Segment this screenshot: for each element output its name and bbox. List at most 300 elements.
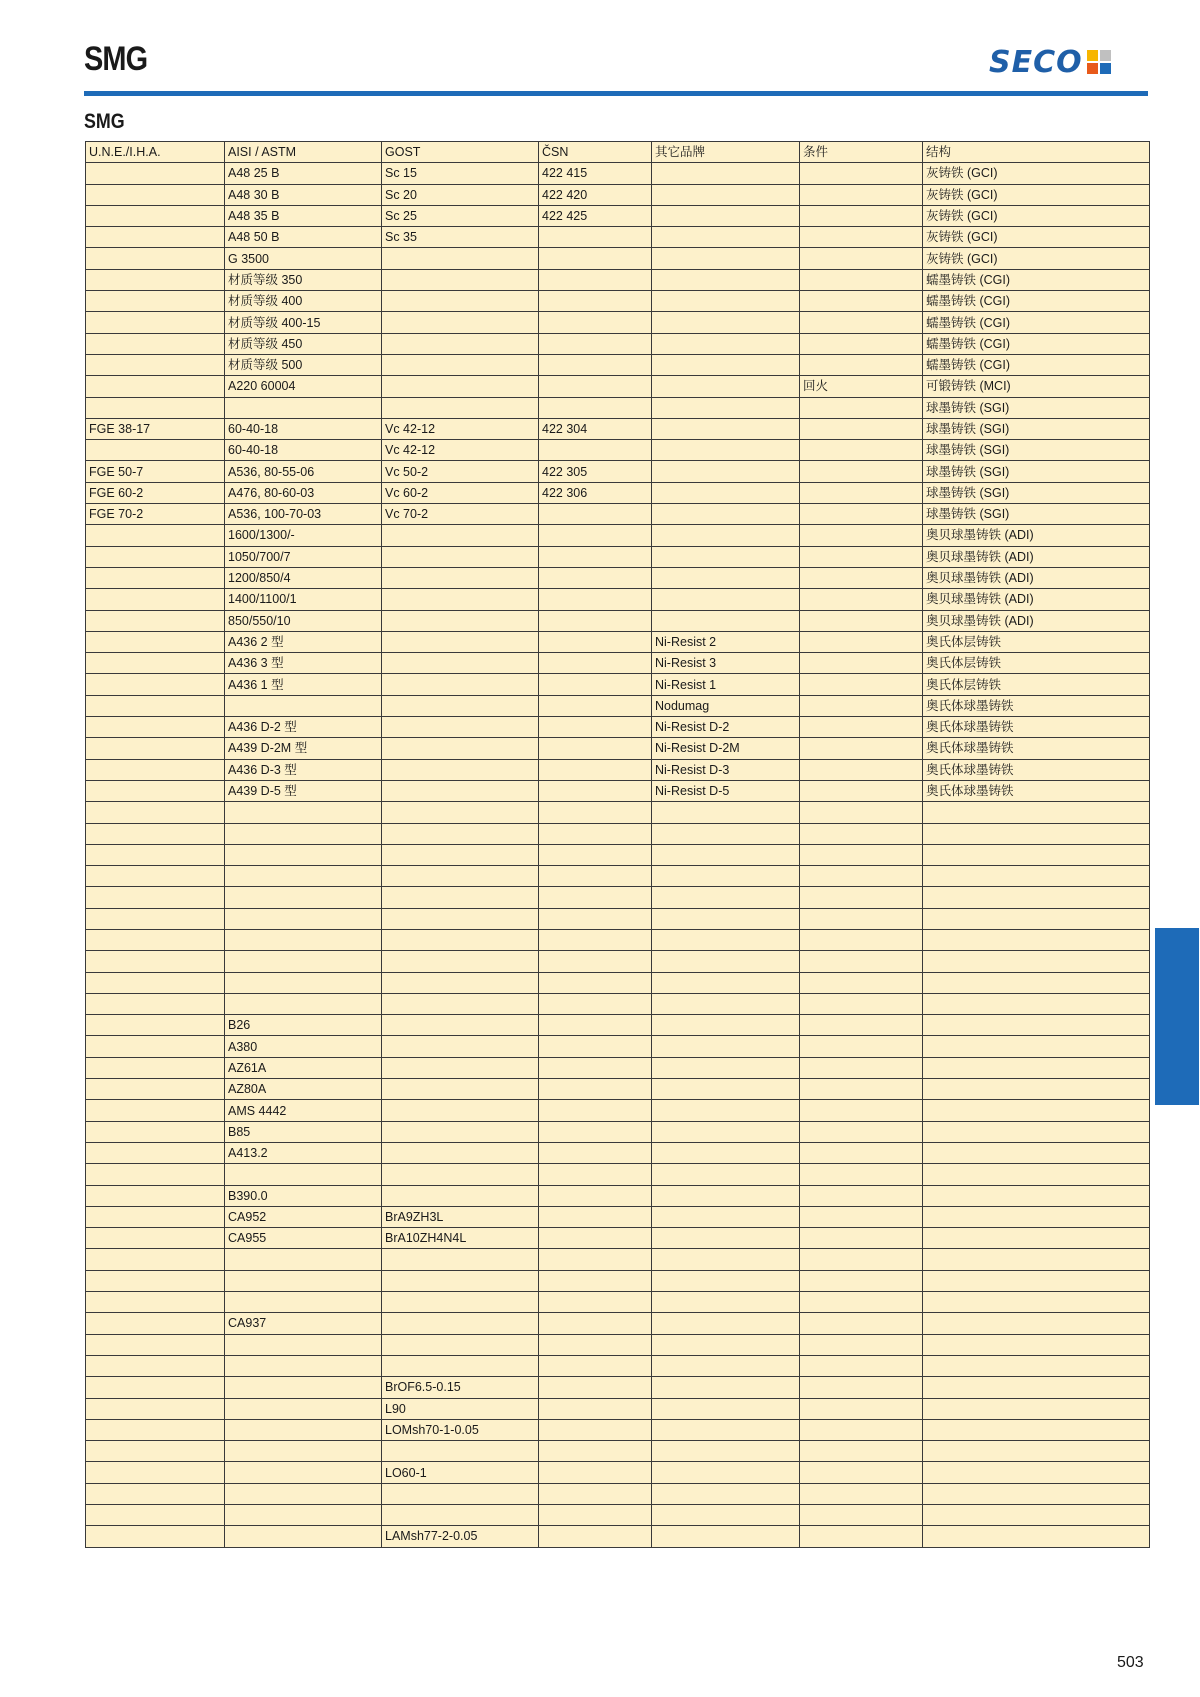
cell-other-brand: Ni-Resist D-3 [652, 759, 800, 780]
cell-condition [800, 759, 923, 780]
cell-une-iha [86, 738, 225, 759]
table-row [86, 1334, 1150, 1355]
cell-une-iha [86, 802, 225, 823]
cell-gost [382, 589, 539, 610]
cell-condition [800, 205, 923, 226]
cell-csn [539, 1398, 652, 1419]
cell-une-iha [86, 631, 225, 652]
cell-aisi-astm: A436 D-3 型 [225, 759, 382, 780]
cell-structure: 奥氏体球墨铸铁 [923, 738, 1150, 759]
cell-other-brand [652, 951, 800, 972]
cell-gost [382, 1142, 539, 1163]
cell-condition [800, 525, 923, 546]
cell-aisi-astm [225, 844, 382, 865]
cell-other-brand: Ni-Resist D-2 [652, 717, 800, 738]
cell-other-brand [652, 1015, 800, 1036]
table-row [86, 376, 1150, 397]
cell-aisi-astm: 材质等级 350 [225, 269, 382, 290]
cell-structure: 可锻铸铁 (MCI) [923, 376, 1150, 397]
cell-csn [539, 312, 652, 333]
cell-csn [539, 1355, 652, 1376]
cell-condition: 回火 [800, 376, 923, 397]
cell-structure [923, 1121, 1150, 1142]
cell-structure: 蠕墨铸铁 (CGI) [923, 312, 1150, 333]
cell-aisi-astm: A439 D-2M 型 [225, 738, 382, 759]
cell-csn: ČSN [539, 142, 652, 163]
table-row [86, 780, 1150, 801]
cell-condition [800, 1355, 923, 1376]
cell-une-iha [86, 759, 225, 780]
cell-aisi-astm: A220 60004 [225, 376, 382, 397]
table-row [86, 269, 1150, 290]
cell-aisi-astm: 60-40-18 [225, 418, 382, 439]
cell-csn [539, 291, 652, 312]
cell-condition [800, 227, 923, 248]
cell-gost [382, 1121, 539, 1142]
cell-structure [923, 1377, 1150, 1398]
cell-other-brand [652, 1036, 800, 1057]
cell-structure [923, 802, 1150, 823]
table-row [86, 184, 1150, 205]
cell-une-iha [86, 653, 225, 674]
cell-aisi-astm: A48 25 B [225, 163, 382, 184]
table-row [86, 1057, 1150, 1078]
page-title: SMG [84, 40, 148, 78]
cell-csn [539, 1100, 652, 1121]
cell-aisi-astm: 1200/850/4 [225, 567, 382, 588]
cell-une-iha [86, 993, 225, 1014]
cell-other-brand [652, 589, 800, 610]
cell-structure [923, 866, 1150, 887]
cell-structure [923, 1441, 1150, 1462]
cell-csn [539, 1228, 652, 1249]
cell-une-iha [86, 269, 225, 290]
cell-structure: 蠕墨铸铁 (CGI) [923, 269, 1150, 290]
cell-other-brand: Ni-Resist D-2M [652, 738, 800, 759]
cell-condition [800, 269, 923, 290]
cell-gost [382, 951, 539, 972]
cell-aisi-astm: 1600/1300/- [225, 525, 382, 546]
cell-une-iha [86, 1441, 225, 1462]
table-row [86, 525, 1150, 546]
cell-structure [923, 1036, 1150, 1057]
table-row [86, 972, 1150, 993]
cell-other-brand [652, 397, 800, 418]
cell-structure: 结构 [923, 142, 1150, 163]
cell-une-iha [86, 1142, 225, 1163]
cell-structure [923, 823, 1150, 844]
cell-csn [539, 1036, 652, 1057]
cell-structure [923, 929, 1150, 950]
cell-gost: Sc 15 [382, 163, 539, 184]
cell-aisi-astm [225, 695, 382, 716]
cell-csn [539, 1419, 652, 1440]
cell-csn [539, 674, 652, 695]
table-row [86, 1206, 1150, 1227]
cell-aisi-astm: CA952 [225, 1206, 382, 1227]
logo-text: SECO [989, 44, 1083, 80]
cell-other-brand [652, 1057, 800, 1078]
cell-gost [382, 780, 539, 801]
cell-csn [539, 1206, 652, 1227]
cell-other-brand [652, 1206, 800, 1227]
cell-aisi-astm: A48 35 B [225, 205, 382, 226]
cell-aisi-astm: 1050/700/7 [225, 546, 382, 567]
table-row [86, 567, 1150, 588]
table-row [86, 993, 1150, 1014]
cell-condition [800, 972, 923, 993]
cell-condition [800, 1398, 923, 1419]
table-row [86, 1036, 1150, 1057]
cell-gost [382, 866, 539, 887]
cell-structure [923, 1483, 1150, 1504]
table-row [86, 1249, 1150, 1270]
cell-other-brand [652, 972, 800, 993]
cell-other-brand [652, 1121, 800, 1142]
table-row [86, 887, 1150, 908]
cell-structure: 奥氏体层铸铁 [923, 653, 1150, 674]
cell-csn [539, 567, 652, 588]
cell-gost [382, 567, 539, 588]
table-row [86, 1526, 1150, 1547]
table-row [86, 610, 1150, 631]
cell-other-brand [652, 1505, 800, 1526]
cell-une-iha [86, 823, 225, 844]
cell-csn [539, 1483, 652, 1504]
cell-other-brand [652, 291, 800, 312]
cell-other-brand [652, 802, 800, 823]
cell-une-iha [86, 887, 225, 908]
cell-csn [539, 993, 652, 1014]
cell-structure: 球墨铸铁 (SGI) [923, 397, 1150, 418]
cell-gost [382, 653, 539, 674]
cell-aisi-astm [225, 1483, 382, 1504]
cell-condition [800, 1057, 923, 1078]
cell-csn [539, 738, 652, 759]
cell-other-brand: 其它品牌 [652, 142, 800, 163]
cell-condition [800, 951, 923, 972]
cell-gost: LAMsh77-2-0.05 [382, 1526, 539, 1547]
section-tab [1155, 928, 1199, 1105]
cell-other-brand [652, 1462, 800, 1483]
header-row [86, 142, 1150, 163]
cell-structure [923, 887, 1150, 908]
table-row [86, 1164, 1150, 1185]
cell-csn [539, 354, 652, 375]
cell-structure [923, 1228, 1150, 1249]
cell-condition [800, 1505, 923, 1526]
cell-csn [539, 1377, 652, 1398]
table-row [86, 1462, 1150, 1483]
cell-gost [382, 823, 539, 844]
cell-une-iha [86, 440, 225, 461]
cell-other-brand [652, 908, 800, 929]
cell-csn [539, 1505, 652, 1526]
cell-condition [800, 653, 923, 674]
cell-other-brand [652, 993, 800, 1014]
seco-logo [989, 44, 1111, 80]
cell-condition [800, 802, 923, 823]
cell-une-iha [86, 567, 225, 588]
table-row [86, 482, 1150, 503]
cell-condition [800, 1121, 923, 1142]
cell-structure: 灰铸铁 (GCI) [923, 227, 1150, 248]
table-row [86, 546, 1150, 567]
cell-une-iha [86, 227, 225, 248]
cell-une-iha: FGE 70-2 [86, 504, 225, 525]
cell-une-iha [86, 376, 225, 397]
cell-gost [382, 546, 539, 567]
cell-csn [539, 1121, 652, 1142]
cell-other-brand [652, 1526, 800, 1547]
cell-aisi-astm [225, 972, 382, 993]
cell-gost [382, 887, 539, 908]
cell-csn [539, 610, 652, 631]
table-row [86, 248, 1150, 269]
cell-structure: 球墨铸铁 (SGI) [923, 440, 1150, 461]
cell-gost [382, 376, 539, 397]
cell-gost [382, 738, 539, 759]
cell-gost [382, 525, 539, 546]
cell-gost [382, 1483, 539, 1504]
table-row [86, 163, 1150, 184]
materials-table [85, 141, 1150, 1548]
cell-une-iha [86, 610, 225, 631]
cell-une-iha [86, 1164, 225, 1185]
cell-aisi-astm [225, 1462, 382, 1483]
table-row [86, 589, 1150, 610]
cell-aisi-astm [225, 823, 382, 844]
cell-une-iha [86, 1334, 225, 1355]
cell-other-brand [652, 525, 800, 546]
table-row [86, 631, 1150, 652]
cell-aisi-astm [225, 1526, 382, 1547]
cell-condition [800, 482, 923, 503]
table-row [86, 1355, 1150, 1376]
cell-gost [382, 1015, 539, 1036]
cell-aisi-astm [225, 908, 382, 929]
header-rule [84, 91, 1148, 96]
cell-aisi-astm [225, 1441, 382, 1462]
table-row [86, 205, 1150, 226]
cell-structure [923, 972, 1150, 993]
cell-aisi-astm: A436 3 型 [225, 653, 382, 674]
table-row [86, 1270, 1150, 1291]
cell-structure: 灰铸铁 (GCI) [923, 205, 1150, 226]
cell-gost: LO60-1 [382, 1462, 539, 1483]
cell-other-brand [652, 1441, 800, 1462]
cell-aisi-astm: 材质等级 500 [225, 354, 382, 375]
cell-csn [539, 1526, 652, 1547]
cell-aisi-astm: AISI / ASTM [225, 142, 382, 163]
cell-condition [800, 312, 923, 333]
cell-csn [539, 929, 652, 950]
cell-aisi-astm [225, 1419, 382, 1440]
table-row [86, 844, 1150, 865]
cell-structure: 奥氏体层铸铁 [923, 631, 1150, 652]
cell-gost [382, 1249, 539, 1270]
cell-structure: 奥氏体球墨铸铁 [923, 759, 1150, 780]
cell-gost: Sc 35 [382, 227, 539, 248]
cell-une-iha [86, 1526, 225, 1547]
cell-other-brand [652, 1164, 800, 1185]
cell-une-iha [86, 1313, 225, 1334]
cell-csn [539, 1185, 652, 1206]
cell-structure [923, 1292, 1150, 1313]
cell-condition [800, 418, 923, 439]
cell-gost [382, 631, 539, 652]
cell-condition [800, 1228, 923, 1249]
cell-csn: 422 415 [539, 163, 652, 184]
cell-aisi-astm: B390.0 [225, 1185, 382, 1206]
cell-csn: 422 420 [539, 184, 652, 205]
cell-structure [923, 908, 1150, 929]
cell-une-iha [86, 1015, 225, 1036]
cell-structure [923, 1398, 1150, 1419]
cell-condition [800, 1164, 923, 1185]
cell-condition [800, 1292, 923, 1313]
cell-condition [800, 1036, 923, 1057]
cell-aisi-astm: B85 [225, 1121, 382, 1142]
cell-structure [923, 1185, 1150, 1206]
cell-une-iha [86, 333, 225, 354]
cell-structure: 蠕墨铸铁 (CGI) [923, 354, 1150, 375]
table-row [86, 1419, 1150, 1440]
cell-condition [800, 163, 923, 184]
cell-condition: 条件 [800, 142, 923, 163]
cell-other-brand [652, 227, 800, 248]
table-row [86, 1398, 1150, 1419]
cell-other-brand [652, 1270, 800, 1291]
cell-structure: 奥贝球墨铸铁 (ADI) [923, 525, 1150, 546]
cell-gost: Vc 42-12 [382, 418, 539, 439]
cell-condition [800, 738, 923, 759]
cell-csn [539, 1015, 652, 1036]
cell-une-iha [86, 312, 225, 333]
cell-csn: 422 304 [539, 418, 652, 439]
cell-une-iha [86, 1419, 225, 1440]
cell-gost: BrA9ZH3L [382, 1206, 539, 1227]
cell-condition [800, 866, 923, 887]
cell-aisi-astm [225, 1249, 382, 1270]
cell-une-iha [86, 972, 225, 993]
cell-csn [539, 504, 652, 525]
cell-aisi-astm: 材质等级 400 [225, 291, 382, 312]
cell-aisi-astm: A536, 80-55-06 [225, 461, 382, 482]
cell-other-brand [652, 887, 800, 908]
table-row [86, 333, 1150, 354]
cell-aisi-astm [225, 1164, 382, 1185]
cell-gost [382, 354, 539, 375]
cell-structure: 奥贝球墨铸铁 (ADI) [923, 610, 1150, 631]
cell-structure [923, 1057, 1150, 1078]
cell-structure: 球墨铸铁 (SGI) [923, 418, 1150, 439]
cell-other-brand: Ni-Resist 3 [652, 653, 800, 674]
cell-une-iha [86, 1228, 225, 1249]
cell-gost: BrOF6.5-0.15 [382, 1377, 539, 1398]
cell-other-brand [652, 610, 800, 631]
cell-une-iha [86, 354, 225, 375]
cell-aisi-astm: A436 1 型 [225, 674, 382, 695]
cell-other-brand: Ni-Resist D-5 [652, 780, 800, 801]
cell-structure: 奥氏体层铸铁 [923, 674, 1150, 695]
cell-other-brand [652, 866, 800, 887]
cell-other-brand [652, 354, 800, 375]
cell-une-iha [86, 1206, 225, 1227]
cell-une-iha [86, 844, 225, 865]
cell-une-iha [86, 397, 225, 418]
cell-condition [800, 908, 923, 929]
cell-gost [382, 695, 539, 716]
cell-structure: 奥贝球墨铸铁 (ADI) [923, 567, 1150, 588]
cell-condition [800, 631, 923, 652]
cell-condition [800, 1462, 923, 1483]
cell-csn [539, 1164, 652, 1185]
cell-aisi-astm: A436 D-2 型 [225, 717, 382, 738]
cell-aisi-astm [225, 1292, 382, 1313]
cell-aisi-astm [225, 802, 382, 823]
cell-aisi-astm [225, 993, 382, 1014]
cell-aisi-astm: AMS 4442 [225, 1100, 382, 1121]
cell-condition [800, 1079, 923, 1100]
cell-csn [539, 1441, 652, 1462]
cell-condition [800, 546, 923, 567]
cell-condition [800, 1313, 923, 1334]
cell-condition [800, 1483, 923, 1504]
cell-gost: Vc 42-12 [382, 440, 539, 461]
cell-other-brand [652, 418, 800, 439]
cell-aisi-astm: AZ80A [225, 1079, 382, 1100]
cell-csn [539, 440, 652, 461]
cell-une-iha: FGE 60-2 [86, 482, 225, 503]
cell-une-iha [86, 695, 225, 716]
cell-structure [923, 1505, 1150, 1526]
cell-gost [382, 1057, 539, 1078]
cell-aisi-astm: A380 [225, 1036, 382, 1057]
cell-aisi-astm [225, 397, 382, 418]
cell-structure [923, 1142, 1150, 1163]
cell-condition [800, 354, 923, 375]
table-row [86, 866, 1150, 887]
cell-structure [923, 1206, 1150, 1227]
table-row [86, 1313, 1150, 1334]
table-row [86, 461, 1150, 482]
cell-condition [800, 589, 923, 610]
cell-aisi-astm: B26 [225, 1015, 382, 1036]
cell-une-iha [86, 1483, 225, 1504]
cell-gost [382, 844, 539, 865]
cell-other-brand [652, 376, 800, 397]
cell-csn [539, 780, 652, 801]
cell-csn [539, 653, 652, 674]
cell-condition [800, 823, 923, 844]
table-row [86, 1142, 1150, 1163]
table-row [86, 1441, 1150, 1462]
table-row [86, 1185, 1150, 1206]
cell-gost: Sc 25 [382, 205, 539, 226]
cell-csn [539, 1249, 652, 1270]
table-row [86, 908, 1150, 929]
cell-other-brand [652, 567, 800, 588]
cell-gost [382, 993, 539, 1014]
cell-gost [382, 717, 539, 738]
cell-condition [800, 567, 923, 588]
cell-condition [800, 1100, 923, 1121]
cell-csn [539, 972, 652, 993]
table-row [86, 759, 1150, 780]
cell-other-brand [652, 1398, 800, 1419]
cell-condition [800, 504, 923, 525]
